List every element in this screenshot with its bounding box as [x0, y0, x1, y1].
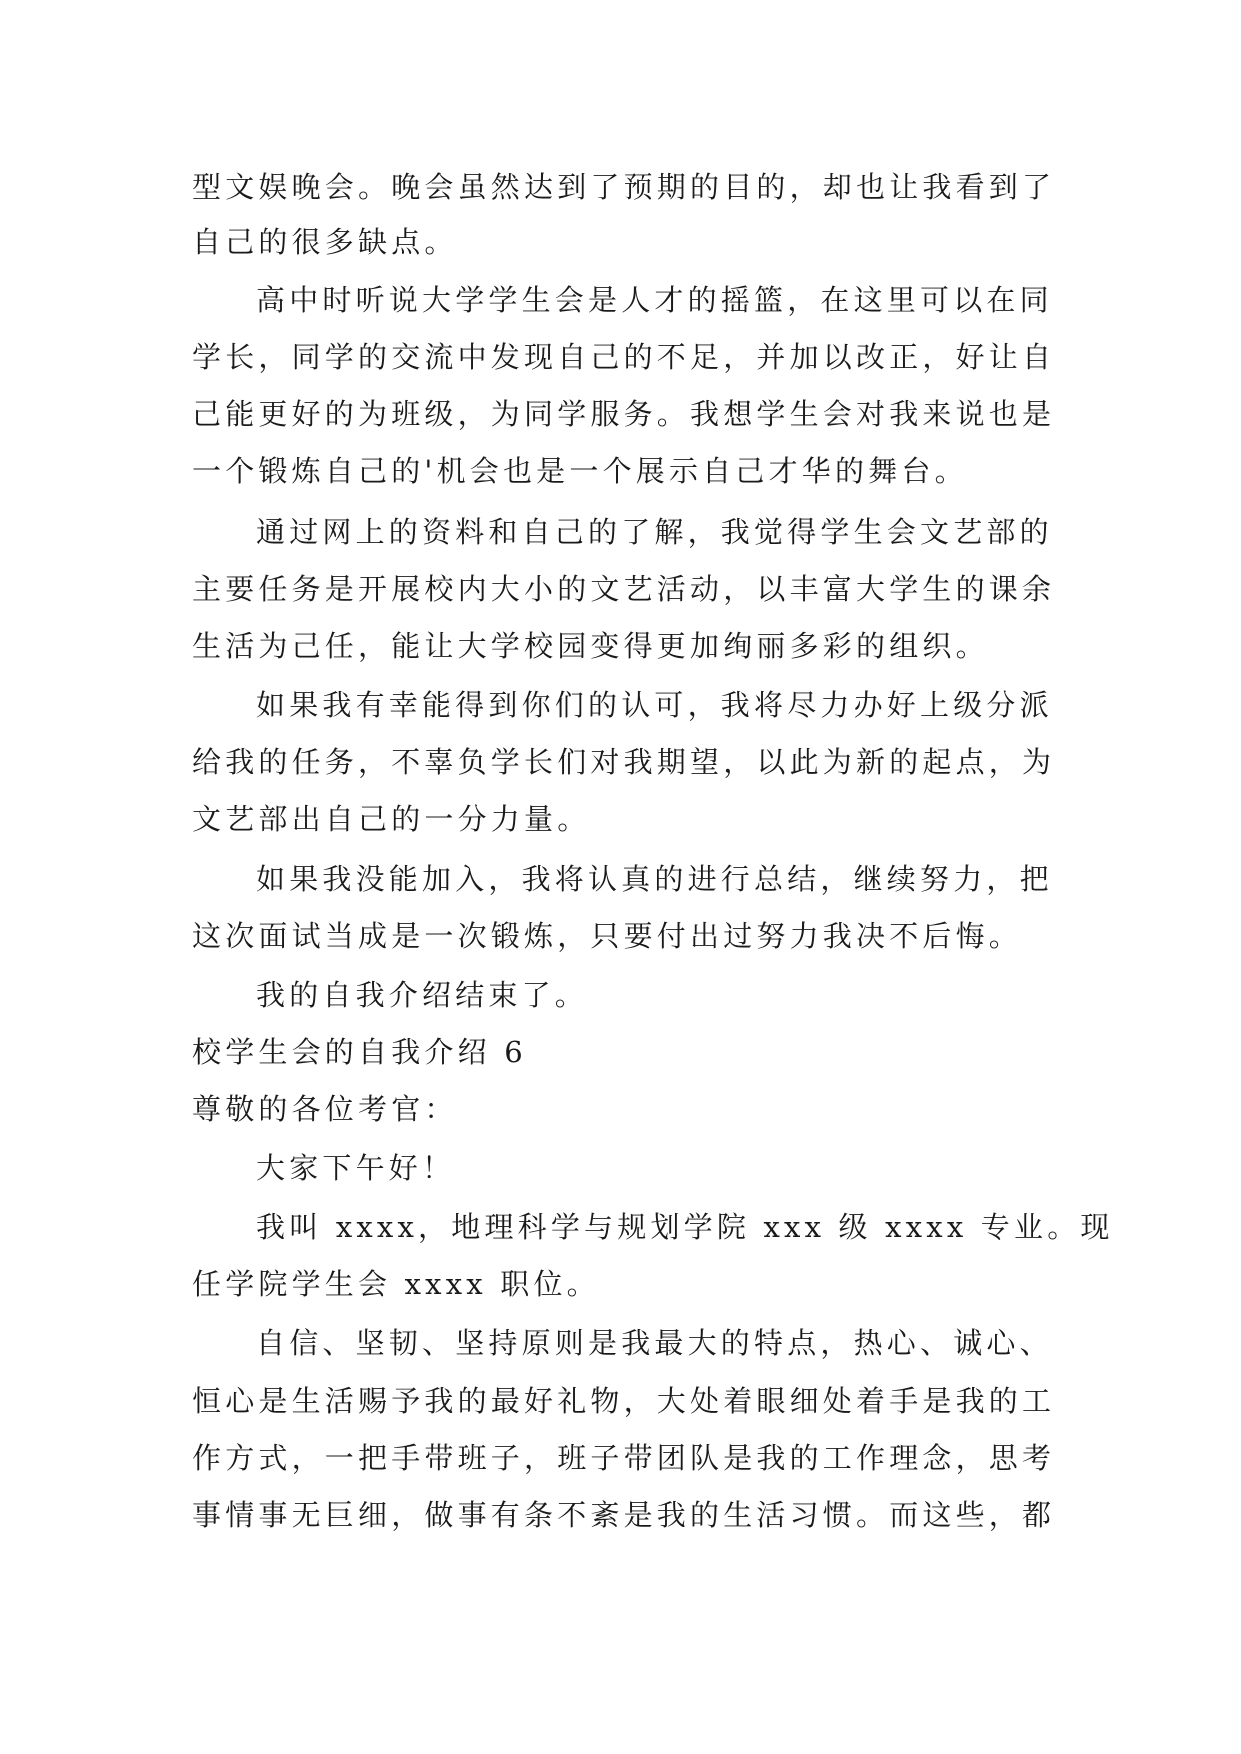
text-line: 恒心是生活赐予我的最好礼物，大处着眼细处着手是我的工	[192, 1384, 1056, 1418]
text-line: 任学院学生会 xxxx 职位。	[192, 1267, 600, 1301]
text-line: 型文娱晚会。晚会虽然达到了预期的目的，却也让我看到了	[192, 170, 1056, 204]
greeting: 大家下午好！	[256, 1151, 456, 1185]
text-line: 如果我没能加入，我将认真的进行总结，继续努力，把	[256, 862, 1053, 896]
text-line: 我叫 xxxx，地理科学与规划学院 xxx 级 xxxx 专业。现	[256, 1210, 1114, 1244]
text-line: 如果我有幸能得到你们的认可，我将尽力办好上级分派	[256, 688, 1053, 722]
text-line: 己能更好的为班级，为同学服务。我想学生会对我来说也是	[192, 397, 1056, 431]
text-line: 一个锻炼自己的'机会也是一个展示自己才华的舞台。	[192, 454, 968, 488]
text-line: 给我的任务，不辜负学长们对我期望，以此为新的起点，为	[192, 745, 1056, 779]
section-heading: 校学生会的自我介绍 6	[192, 1035, 527, 1069]
text-line: 生活为己任，能让大学校园变得更加绚丽多彩的组织。	[192, 629, 989, 663]
text-line: 学长，同学的交流中发现自己的不足，并加以改正，好让自	[192, 340, 1056, 374]
text-line: 高中时听说大学学生会是人才的摇篮，在这里可以在同	[256, 283, 1053, 317]
text-line: 这次面试当成是一次锻炼，只要付出过努力我决不后悔。	[192, 919, 1023, 953]
text-line: 事情事无巨细，做事有条不紊是我的生活习惯。而这些，都	[192, 1498, 1056, 1532]
text-line: 我的自我介绍结束了。	[256, 978, 589, 1012]
text-line: 作方式，一把手带班子，班子带团队是我的工作理念，思考	[192, 1441, 1056, 1475]
text-line: 自信、坚韧、坚持原则是我最大的特点，热心、诚心、	[256, 1326, 1053, 1360]
text-line: 通过网上的资料和自己的了解，我觉得学生会文艺部的	[256, 515, 1053, 549]
text-line: 文艺部出自己的一分力量。	[192, 802, 591, 836]
text-line: 自己的很多缺点。	[192, 225, 458, 259]
salutation: 尊敬的各位考官：	[192, 1092, 458, 1126]
text-line: 主要任务是开展校内大小的文艺活动，以丰富大学生的课余	[192, 572, 1056, 606]
